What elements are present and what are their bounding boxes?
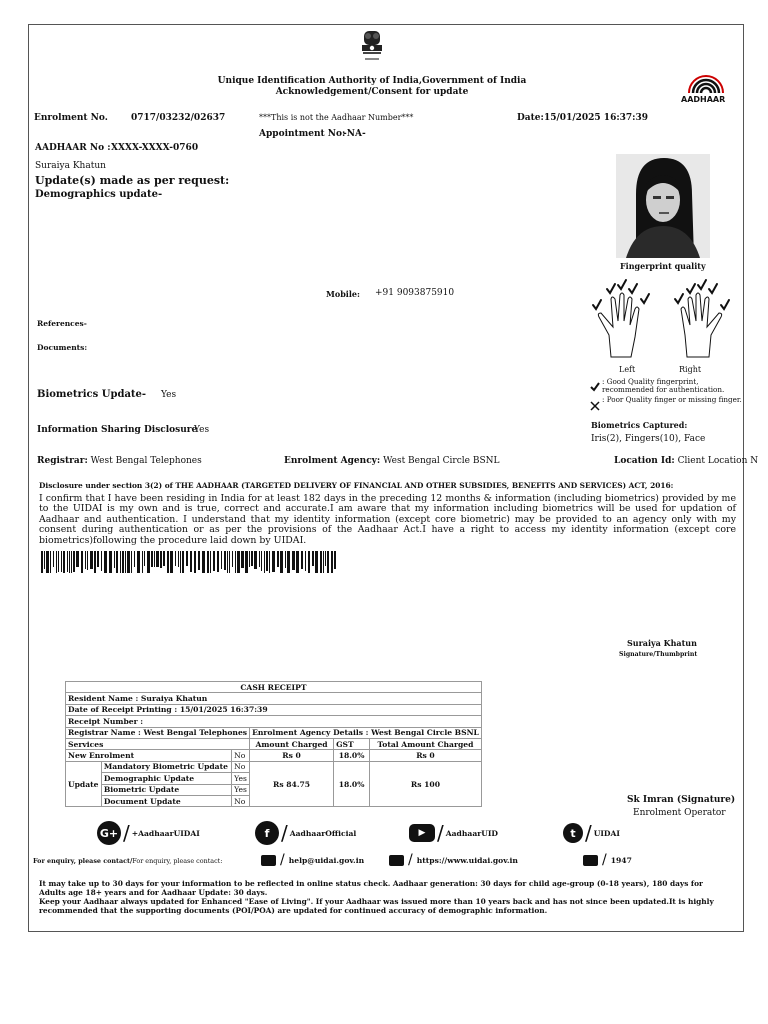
barcode-bar [259,551,260,567]
web-icon [389,855,404,866]
barcode-bar [50,551,51,573]
footer-note-1: It may take up to 30 days for your information to be reflected in online status check. Aadhaar generation: 30 days for child age-group (0-18 years), 180 days for Adults age 18+ years and for Aadhaar Update: 30 days. [39,879,703,897]
email-value: help@uidai.gov.in [288,855,365,865]
barcode-bar [160,551,162,568]
divider: / [437,821,444,845]
barcode-bar [325,551,326,566]
barcode-bar [241,551,244,568]
phone-value: 1947 [610,855,632,865]
twitter-icon: t [563,823,583,843]
new-enrolment-flag: No [232,750,250,761]
barcode-bar [170,551,173,573]
barcode-bar [109,551,112,573]
update-amount: Rs 84.75 [250,761,334,807]
left-hand-label: Left [619,365,636,374]
barcode-bar [46,551,49,573]
update-item-label: Mandatory Biometric Update [101,761,231,772]
barcode-bar [69,551,70,573]
cash-receipt [65,681,482,807]
barcode-bar [287,551,290,573]
aadhaar-number-label: AADHAAR No : [35,143,111,153]
barcode-bar [122,551,124,573]
fingerprint-quality-title: Fingerprint quality [620,261,706,271]
barcode-bar [334,551,336,569]
email-contact[interactable] [261,852,364,868]
barcode-bar [134,551,135,567]
signature-name: Suraiya Khatun [627,638,697,648]
divider: / [280,852,285,868]
updates-title: Update(s) made as per request: [35,174,230,187]
barcode-bar [131,551,132,573]
barcode-bar [264,551,265,573]
receipt-resident-name: Resident Name : Suraiya Khatun [66,693,482,704]
barcode-bar [190,551,192,572]
barcode-bar [156,551,159,567]
barcode-bar [227,551,228,573]
barcode-bar [97,551,99,567]
barcode-bar [232,551,233,567]
barcode-bar [154,551,155,567]
website-value: https://www.uidai.gov.in [416,855,518,865]
acknowledgement-page [28,24,759,932]
barcode-bar [167,551,169,573]
barcode-bar [81,551,83,573]
barcode-bar [125,551,126,573]
new-enrolment-total: Rs 0 [370,750,482,761]
barcode-bar [224,551,226,570]
barcode-bar [249,551,250,567]
barcode-bar [53,551,54,567]
update-gst: 18.0% [334,761,370,807]
enquiry-label [33,857,222,865]
barcode-bar [41,551,43,573]
barcode-bar [198,551,200,570]
cash-receipt-title: CASH RECEIPT [66,682,482,693]
barcode-bar [73,551,75,572]
good-quality-check-icon [590,377,600,396]
mail-icon [261,855,276,866]
date-label: Date: [517,113,544,123]
barcode-bar [221,551,222,569]
barcode-bar [202,551,205,573]
barcode-bar [207,551,209,573]
new-enrolment-label: New Enrolment [66,750,232,761]
new-enrolment-amount: Rs 0 [250,750,334,761]
barcode-bar [147,551,150,573]
mobile-label: Mobile: [326,289,360,299]
social-label: AadhaarOfficial [289,828,357,838]
update-item-label: Demographic Update [101,773,231,784]
location-line [614,456,758,466]
barcode-bar [94,551,96,573]
operator-signature: Sk Imran (Signature) [627,795,736,805]
barcode-bar [296,551,299,573]
hand-diagram [591,277,735,369]
social-google-plus[interactable] [97,821,200,845]
barcode-bar [175,551,176,566]
cash-receipt-table [65,681,482,807]
barcode-bar [327,551,329,573]
barcode-bar [61,551,62,572]
barcode-bar [114,551,115,568]
barcode-bar [137,551,140,573]
barcode-bar [315,551,318,573]
barcode-bar [251,551,253,566]
barcode-bar [186,551,188,566]
resident-name: Suraiya Khatun [35,161,106,171]
barcode-bar [261,551,262,571]
new-enrolment-gst: 18.0% [334,750,370,761]
social-twitter[interactable] [563,821,620,845]
disclosure-heading: Disclosure under section 3(2) of THE AADHAAR (TARGETED DELIVERY OF FINANCIAL AND OTHER SUBSIDIES, BENEFITS AND SERVICES) ACT, 2016: [39,481,674,490]
receipt-registrar: Registrar Name : West Bengal Telephones [66,727,250,738]
header-subtitle: Acknowledgement/Consent for update [275,87,469,97]
barcode-bar [312,551,314,566]
barcode-bar [305,551,306,571]
barcode-bar [266,551,268,571]
location-label: Location Id: [614,456,675,466]
divider: / [281,821,288,845]
barcode-bar [213,551,215,571]
poor-quality-cross-icon [590,396,600,415]
appointment-value: -NA- [343,129,366,139]
barcode-bar [116,551,118,573]
aadhaar-number-value: XXXX-XXXX-0760 [111,143,199,153]
location-value: Client Location N [677,456,759,466]
phone-contact[interactable] [583,852,632,868]
poor-quality-legend: : Poor Quality finger or missing finger. [602,395,742,404]
barcode-bar [142,551,143,573]
barcode-bar [85,551,86,569]
enquiry-label-bold: For enquiry, please contact/ [33,857,133,865]
receipt-number: Receipt Number : [66,716,482,727]
biometrics-update-value: Yes [161,390,177,400]
youtube-icon: ▶ [409,824,435,842]
barcode-bar [272,551,275,572]
registrar-label: Registrar: [37,456,88,466]
right-hand-label: Right [679,365,702,374]
barcode-bar [280,551,283,573]
barcode-bar [127,551,130,573]
footer-note-2: Keep your Aadhaar always updated for Enhanced "Ease of Living". If your Aadhaar was issued more than 10 years back and has not since been updated.It is highly recommended that the supporting documents (POI/POA) are updated for continued accuracy of demographic information. [39,897,714,915]
barcode-bar [144,551,145,566]
update-item-label: Document Update [101,795,231,806]
barcode-bar [163,551,165,566]
update-total: Rs 100 [370,761,482,807]
barcode-bar [63,551,65,573]
barcode-bar [101,551,102,571]
update-item-flag: Yes [232,773,250,784]
agency-label: Enrolment Agency: [284,456,381,466]
biometrics-captured-value: Iris(2), Fingers(10), Face [591,434,706,444]
barcode-bar [320,551,322,573]
barcode-bar [87,551,88,570]
mobile-value: +91 9093875910 [375,288,455,298]
biometrics-update-label: Biometrics Update- [37,389,147,400]
barcode-bar [58,551,59,572]
barcode-bar [71,551,72,573]
barcode-bar [151,551,153,567]
barcode-bar [245,551,248,573]
agency-line [284,456,499,466]
divider: / [123,821,130,845]
social-facebook[interactable] [255,821,356,845]
barcode-bar [210,551,211,573]
google-plus-icon: G+ [97,821,121,845]
barcode-bar [67,551,68,572]
barcode-bar [194,551,196,573]
update-item-label: Biometric Update [101,784,231,795]
barcode-bar [120,551,121,573]
receipt-agency: Enrolment Agency Details : West Bengal Circle BSNL [250,727,482,738]
date-value: 15/01/2025 16:37:39 [544,113,649,123]
good-quality-legend: : Good Quality fingerprint, recommended for authentication. [602,377,725,395]
social-label: UIDAI [593,828,620,838]
enrolment-number: 0717/03232/02637 [131,113,226,123]
agency-value: West Bengal Circle BSNL [383,456,500,466]
barcode-bar [331,551,333,573]
header-amount: Amount Charged [250,738,334,749]
social-label: +AadhaarUIDAI [131,828,200,838]
header-total: Total Amount Charged [370,738,482,749]
barcode-bar [76,551,79,567]
barcode-bar [56,551,57,573]
barcode-bar [178,551,179,567]
barcode-bar [301,551,303,569]
barcode-bar [292,551,295,570]
barcode-bar [254,551,257,569]
facebook-icon: f [255,821,279,845]
aadhaar-logo [679,71,733,105]
header-title: Unique Identification Authority of India,Government of India [217,76,527,86]
barcode-bar [180,551,181,573]
registrar-value: West Bengal Telephones [90,456,202,466]
divider: / [408,852,413,868]
barcode-bar [285,551,286,568]
operator-caption: Enrolment Operator [633,808,726,818]
biometrics-captured-label: Biometrics Captured: [591,420,688,430]
social-youtube[interactable] [409,821,498,845]
barcode-bar [217,551,219,572]
disclosure-body: I confirm that I have been residing in India for at least 182 days in the preceding 12 months & information (including biometrics) provided by me to the UIDAI is my own and is true, correct and accurate.I am aware that my information including biometrics will be used for updation of Aadhaar and authentication. I understand that my identity information (except core biometric) may be provided to an agency only with my consent during authentication or as per the provisions of the Aadhaar Act.I have a right to access my identity information (except core biometrics)following the procedure laid down by UIDAI. [39,493,736,546]
aadhaar-logo-text: AADHAAR [681,95,726,104]
resident-photo [616,154,710,258]
enrolment-label: Enrolment No. [34,113,108,123]
barcode-bar [277,551,279,567]
update-label: Update [66,761,102,807]
registrar-line [37,456,202,466]
phone-icon [583,855,598,866]
enquiry-label-plain: For enquiry, please contact: [132,857,223,865]
barcode-bar [182,551,184,573]
divider: / [585,821,592,845]
barcode-bar [229,551,230,573]
barcode-bar [323,551,324,573]
update-item-flag: No [232,795,250,806]
divider: / [602,852,607,868]
barcode-bar [44,551,45,569]
appointment-label: Appointment No: [259,129,346,139]
social-label: AadhaarUID [445,828,498,838]
barcode-bar [308,551,310,573]
update-item-flag: No [232,761,250,772]
barcode-bar [237,551,240,573]
not-aadhaar-note: ***This is not the Aadhaar Number*** [259,113,414,122]
signature-caption: Signature/Thumbprint [619,651,698,658]
barcode [41,551,341,573]
website-contact[interactable] [389,852,518,868]
references-label: References- [37,319,87,328]
receipt-date: Date of Receipt Printing : 15/01/2025 16:37:39 [66,704,482,715]
national-emblem-icon [357,27,387,65]
barcode-bar [104,551,107,573]
header-services: Services [66,738,250,749]
barcode-bar [269,551,270,573]
info-sharing-value: Yes [194,425,210,435]
header-gst: GST [334,738,370,749]
update-item-flag: Yes [232,784,250,795]
updates-subtitle: Demographics update- [35,189,163,200]
barcode-bar [90,551,93,569]
barcode-bar [235,551,236,573]
info-sharing-label: Information Sharing Disclosure [37,425,198,435]
documents-label: Documents: [37,343,88,352]
